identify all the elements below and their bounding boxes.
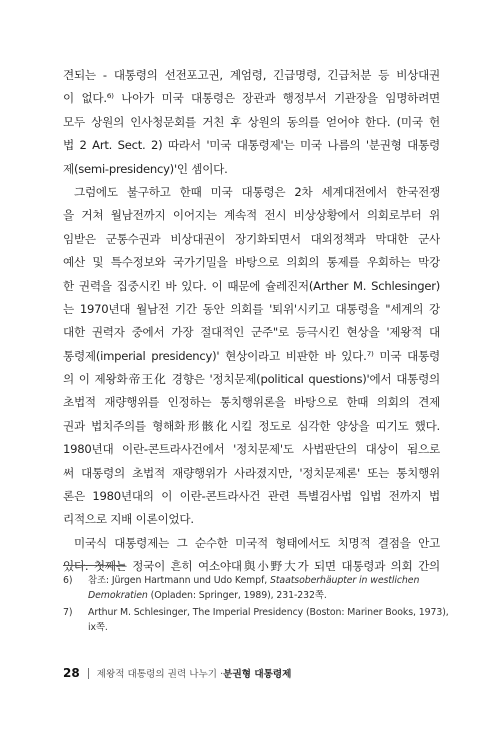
- running-title: 제왕적 대통령의 권력 나누기 ·: [96, 669, 224, 680]
- text-line: 그럼에도 불구하고 한때 미국 대통령은 2차 세계대전에서 한국전쟁: [74, 184, 440, 199]
- text-line: 론은 1980년대의 이 이란-콘트라사건 관련 특별검사법 입법 전까지 법: [63, 489, 440, 504]
- footnote-page-ref: ix쪽.: [88, 621, 108, 633]
- footer-divider: [88, 668, 89, 679]
- footnote-italic-title: Staatsoberhäupter in westlichen: [270, 575, 420, 586]
- text-line: 견되는 - 대통령의 선전포고권, 계엄령, 긴급명령, 긴급처분 등 비상대권: [63, 68, 440, 82]
- text-line: 있다. 첫째는 정국이 흔히 여소야대與小野大가 되면 대통령과 의회 간의: [63, 559, 440, 574]
- footnotes: [63, 574, 449, 638]
- text-line: 써 대통령의 초법적 재량행위가 사라졌지만, '정치문제론' 또는 통치행위: [63, 465, 440, 480]
- text-line: 모두 상원의 인사청문회를 거친 후 상원의 동의를 얻어야 한다. (미국 헌: [63, 114, 440, 129]
- page-number: 28: [63, 666, 80, 680]
- text-line: 한 권력을 집중시킨 바 있다. 이 때문에 슐레진저(Arther M. Schlesinger): [63, 278, 440, 293]
- text-line: 이 없다.⁶⁾ 나아가 미국 대통령은 장관과 행정부서 기관장을 임명하려면: [63, 91, 440, 106]
- body-text: [63, 64, 440, 579]
- text-line: 는 1970년대 월남전 기간 동안 의회를 '퇴위'시키고 대통령을 "세계의 강: [63, 301, 440, 316]
- text-line: 을 거쳐 월남전까지 이어지는 계속적 전시 비상상황에서 의회로부터 위: [63, 208, 440, 223]
- page-footer: [63, 666, 291, 680]
- footnote-publication: (Opladen: Springer, 1989), 231-232쪽.: [147, 589, 327, 601]
- footnote-italic-title-cont: Demokratien: [88, 589, 148, 601]
- text-line: 임받은 군통수권과 비상대권이 장기화되면서 대외정책과 막대한 군사: [63, 231, 440, 246]
- text-line: 미국식 대통령제는 그 순수한 미국적 형태에서도 치명적 결점을 안고: [74, 535, 440, 550]
- text-line: 1980년대 이란-콘트라사건에서 '정치문제'도 사법판단의 대상이 됨으로: [63, 442, 440, 457]
- footnote-text: [88, 574, 440, 603]
- text-line: 초법적 재량행위를 인정하는 통치행위론을 바탕으로 한때 의회의 견제: [63, 395, 440, 410]
- footnote-citation: Arthur M. Schlesinger, The Imperial Presidency (Boston: Mariner Books, 1973),: [88, 607, 449, 619]
- footnote-divider: [63, 565, 125, 566]
- footnote-number: 7): [63, 607, 73, 619]
- footnote-number: 6): [63, 575, 73, 586]
- text-line: 통령제(imperial presidency)' 현상이라고 비판한 바 있다.⁷⁾ 미국 대통령: [63, 348, 440, 363]
- text-line: 예산 및 특수정보와 국가기밀을 바탕으로 의회의 통제를 우회하는 막강: [63, 255, 440, 270]
- running-title-bold: 분권형 대통령제: [223, 669, 292, 680]
- text-line: 제(semi-presidency)'인 셈이다.: [63, 161, 228, 176]
- text-line: 리적으로 지배 이론이었다.: [63, 512, 194, 527]
- text-line: 의 이 제왕화帝王化 경향은 '정치문제(political questions)'에서 대통령의: [63, 372, 440, 387]
- text-line: 법 2 Art. Sect. 2) 따라서 '미국 대통령제'는 미국 나름의 '분권형 대통령: [63, 138, 440, 153]
- text-line: 대한 권력자 중에서 가장 절대적인 군주"로 등극시킨 현상을 '제왕적 대: [63, 325, 440, 340]
- text-line: 권과 법치주의를 형해화形骸化시킬 정도로 심각한 양상을 띠기도 했다.: [63, 418, 440, 433]
- footnote-text: [88, 606, 449, 635]
- footnote: [63, 574, 440, 603]
- footnote: [63, 606, 449, 635]
- footnote-prefix: 참조: Jürgen Hartmann und Udo Kempf,: [88, 575, 270, 586]
